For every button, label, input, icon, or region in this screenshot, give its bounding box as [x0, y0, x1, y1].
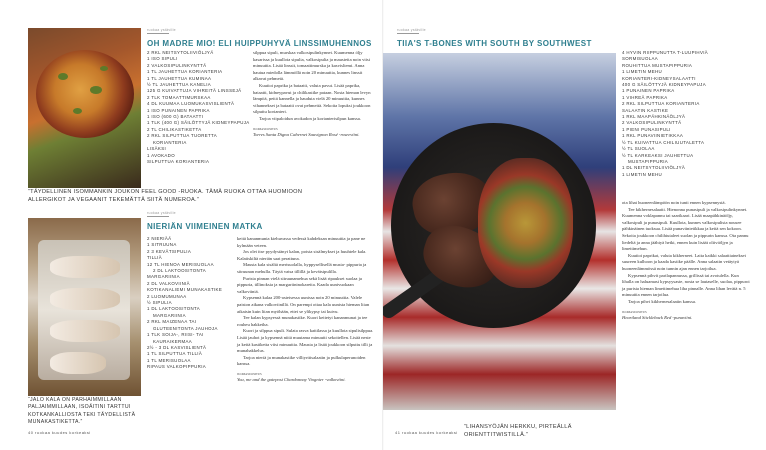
instruction-paragraph: Tee kalan kypsyessä munakastike. Kuori keitetyt kananmunat ja tee rouheu hakkeiha.: [237, 315, 368, 327]
instruction-paragraph: Kuori ja silppua sipuli. Sulata rasva kattilassa ja kuullota sipulisilppua. Lisää jauhot ja kypsennä niitä muutama minuutti sekoitellen. Lisää neste ja keitä kastiketta viisi minuuttia. Mausta ja lisää joukkoon silputtu tilli ja munahakkelus.: [237, 328, 374, 354]
ingredient-line: 1 RKL PUNAVIINIETIKKAA: [622, 133, 684, 139]
ingredient-line: 2 RKL NEITSYTOLIIVIÖLJYÄ: [147, 50, 214, 55]
ingredient-line: 1 TL JAUHETTUA KUMINAA: [147, 75, 212, 81]
instruction-paragraph: Kuutioi paprika ja bataatti, valuta pavut. Lisää paprika, bataatti, kidneypavut ja chilikastike pataan. Nosta hieman levyn lämpöä, peitä kannella ja hauduta vielä 20 minuuttia, kunnes vihannekset ja bataatti ovat pehmeitä. Sekoita lopuksi joukkoon silputtu korianteri.: [253, 82, 371, 115]
ingredient-line: ½ TL KUIVATTUA CHILIUUTALETTA: [622, 139, 705, 145]
ingredient-list: [147, 236, 247, 371]
ingredient-line: 2 TLK TOMAATTIMURSKAA: [147, 94, 211, 100]
ingredient-line: 2 LUOMUMUNAA: [147, 293, 187, 299]
ingredient-line: 1 DL LAKTOOSITONTA: [147, 306, 200, 312]
ingredient-line: 2 VALKOSIPULINKYNTTÄ: [147, 62, 207, 68]
ingredient-line: 400 G SÄILÖTTYJÄ KIDNEYPAPUJA: [622, 82, 707, 88]
ingredient-line: GLUTEENITONTA JAUHOJA: [153, 325, 218, 331]
char-fish-photo: [28, 218, 141, 396]
recipe-instructions: [253, 50, 375, 139]
ingredient-list: [147, 50, 250, 165]
ingredient-line: TILLIÄ: [147, 255, 163, 261]
section-label: ruokaa ystäville: [147, 28, 176, 32]
ingredient-line: 2 VALKOSIPULINKYNTTÄ: [622, 120, 682, 126]
ingredient-line: 1 TL SILPUTTUA TILLIÄ: [147, 351, 203, 357]
section-rule: [397, 33, 419, 34]
instruction-paragraph: Tarjoa viipaloidun avokadon ja korianterisilpun kanssa.: [259, 115, 361, 121]
t-bone-steak-photo: [383, 53, 616, 410]
ingredient-line: MARGARIINIA: [153, 312, 186, 318]
ingredient-line: 1 PUNAINEN PAPRIKA: [622, 88, 675, 94]
ingredient-line: 1 ISO (600 G) BATAATTI: [147, 114, 204, 120]
ingredient-line: 1 RKL MAAPÄHKINÄÖLJYÄ: [622, 114, 686, 120]
ingredient-line: 1 ISO SIPULI: [147, 56, 178, 62]
ingredient-line: 1 AVOKADO: [147, 152, 175, 158]
instruction-paragraph: Kuutioi paprikat, valuta kikherneet. Laita kaikki salaattiainekset suureen kulhoon ja kaada kastike päälle. Anna salaatin vetäytyä huoneenlämmössä noin tunnin ajan ennen tarjoilua.: [622, 252, 746, 271]
ingredient-line: 2½ - 3 DL KASVISLIENTÄ: [147, 344, 207, 350]
instruction-paragraph: ota lihat huoneenlämpöön noin tunti ennen kypsennystä.: [622, 200, 726, 205]
ingredient-line: KAURAIKERMAA: [153, 338, 193, 344]
ingredient-line: 2 3 KEVÄTSIPULIA: [147, 248, 192, 254]
ingredient-line: 4 DL KUUMAA LUOMUKASVISLIENTÄ: [147, 101, 235, 107]
ingredient-line: 1 PIENI PUNASIPULI: [622, 126, 671, 132]
drink-label: juomasuositus: [237, 370, 262, 376]
ingredient-line: 1 TLK SOIJA-, RIISI- TAI: [147, 332, 204, 338]
drink-recommendation: Torres Santa Digna Cabernet Sauvignon Rosé -roseeviini.: [253, 132, 360, 138]
drink-label: juomasuositus: [622, 308, 647, 314]
ingredient-line: 1 LIMETIN MEHU: [622, 69, 663, 75]
instruction-paragraph: Purista pinnan vielä sitruunamehua sekä lisää ripaukset suolaa ja pippuria, tillinoksia ja margariininokareita. Kaada uunivuokaan valkoviiniä.: [237, 275, 362, 294]
ingredient-line: 4 HYVIN RIIPPUNUTTA T-LUUPIHVIÄ: [622, 50, 709, 55]
ingredient-line: 12 TL HIENOA MERISUOLAA: [147, 261, 214, 267]
recipe-title: NIERIÄN VIIMEINEN MATKA: [147, 222, 263, 231]
pull-quote: “TÄYDELLINEN ISOMMANKIN JOUKON FEEL GOOD -RUOKA. TÄMÄ RUOKA OTTAA HUOMIOON ALLERGIKOT JA VEGAANIT TEKEMÄTTÄ SIITÄ NUMEROA.”: [28, 189, 303, 203]
section-label: ruokaa ystäville: [147, 211, 176, 215]
ingredient-line: SILPUTTUA KORIANTERIA: [147, 158, 210, 164]
instruction-paragraph: Jos olet itse pyydystänyt kalan, poista sisälmykset ja huuhtele kala. Kalatiskiltä nieriän saat perattuna.: [237, 249, 367, 261]
ingredient-line: 1 TL JAUHETTUA KORIANTERIA: [147, 69, 223, 75]
ingredient-line: 1 SITRUUNA: [147, 242, 177, 248]
recipe-instructions: [622, 200, 750, 322]
lentil-stew-photo: [28, 28, 141, 188]
recipe-title: TIIA'S T-BONES WITH SOUTH BY SOUTHWEST: [397, 39, 592, 48]
page-folio: 40 ruokaa kuudes korkeaksi: [28, 430, 91, 435]
instruction-paragraph: Tarjoa pihvi kikhernesalaatin kanssa.: [628, 298, 697, 304]
recipe-instructions: [237, 236, 375, 384]
instruction-paragraph: Kypsennä pihvit parilapannussa, grillissä tai avotulella. Kun lihalla on haluamasi kypsyysaste, nosta se lautaselle, suolaa, pippuroi ja purista hieman limettimehua liha pinnalle. Anna lihan levätä n. 5 minuuttia ennen tarjoilua.: [622, 272, 750, 298]
ingredient-line: 1 TLK (400 G) SÄILÖTTYJÄ KIDNEYPAPUJA: [147, 120, 250, 126]
ingredient-line: 1 TL MERISUOLAA: [147, 357, 191, 363]
ingredient-line: 125 G KUIVATTUJA VIHREITÄ LINSSEJÄ: [147, 88, 242, 94]
ingredient-line: 2 RKL SILPUTTUA TUORETTA: [147, 133, 218, 139]
instruction-paragraph: Mausta kala sisältä merisuolalla, hyppysellisellä musta- pippuria ja sitruunan mehulla. Täytä vatsa tillillä ja kevätsipulilla.: [237, 262, 367, 274]
instruction-paragraph: Kypsennä kalaa 200-asteisessa uunissa noin 20 minuuttia. Valele paiston aikana valkoviinillä. On parempi ottaa kala uunista hieman liian aikaisin kuin liian myöhään, ettei se ylikypsy tai kuivu.: [237, 295, 370, 314]
ingredient-line: 1 LIMETIN MEHU: [622, 171, 663, 177]
pull-quote: “JALO KALA ON PARHAIMMILLAAN PALJAIMMILLAAN, ISOÄITINI TARTTUI KOTKANKALLIOSTA TEKI TÄYDELLISTÄ MUNAKASTIKETTA.”: [28, 397, 136, 426]
ingredient-line: 1 DL NEITSYTOLIIVIÖLJYÄ: [622, 165, 686, 171]
ingredient-line: ROUHITTUA MUSTAPIPPURIA: [622, 62, 693, 68]
drink-recommendation: You, me and the gatepost Chardonnay Viognier -valkoviini.: [237, 377, 346, 383]
ingredient-line: ½ SIPULIA: [147, 300, 172, 306]
section-rule: [147, 33, 169, 34]
page-folio: 41 ruokaa kuudes korkeaksi: [395, 430, 458, 435]
ingredient-line: 2 DL VALKOVIINIÄ: [147, 280, 190, 286]
instruction-paragraph: keitä kananmunia kiehuvassa vedessä kahdeksan minuuttia ja pane ne kylmään veteen.: [237, 236, 366, 248]
ingredient-line: ½ TL KARKEAKSI JAUHETTUA: [622, 152, 694, 158]
ingredient-line: 1 ISO PUNAINEN PAPRIKA: [147, 107, 210, 113]
ingredient-line: ½ TL SUOLAA: [622, 146, 655, 152]
ingredient-line: SALAATIN KASTIKE: [622, 107, 669, 113]
ingredient-line: RIPAUS VALKOPIPPURIA: [147, 364, 207, 370]
ingredient-line: ½ TL JAUHETTUA KANELIA: [147, 82, 212, 88]
ingredient-line: SORMISUOLAA: [622, 56, 659, 62]
ingredient-line: KORIANTERI-KIDNEYSALAATTI: [622, 75, 696, 81]
instruction-paragraph: silppua sipuli, murskaa valkosipulinkynnet. Kuumenna öljy kasarissa ja kuullota sipulia, valkosipulia ja mausteita noin viisi minuuttia. Lisää linssit, tomaattimurska ja kasvisliemi. Anna hautua miedolla lämmöllä noin 20 minuuttia, kunnes linssit alkavat pehmetä.: [253, 50, 370, 82]
drink-label: juomasuositus: [253, 125, 278, 131]
ingredient-line: 2 TL CHILIKASTIKETTA: [147, 126, 202, 132]
drink-recommendation: Heartland Stickleback Red -punaviini.: [622, 315, 693, 321]
ingredient-line: MARGARIINIA: [147, 274, 180, 280]
ingredient-line: KOTIKANALIEMI MUNAKASTIKE: [147, 287, 223, 293]
ingredient-line: KORIANTERIA: [153, 139, 187, 145]
ingredient-list: [622, 50, 752, 178]
ingredient-line: 2 NIERIÄÄ: [147, 236, 172, 241]
section-rule: [147, 216, 169, 217]
ingredient-line: 2 RKL MAIZENAA TAI: [147, 319, 197, 325]
ingredient-line: 2 DL LAKTOOSITONTA: [153, 268, 206, 274]
ingredient-line: LISÄKSI: [147, 146, 167, 152]
instruction-paragraph: Tee kikhernesalaatti. Hienonna punasipuli ja valkosipulinkynnet. Kuumenna voklapannu tai saarikaari. Lisää maapähkinäöljy, valkosipuli ja punasipuli. Kuullota, kunnes valkosipulista nousee pähkinäinen tuoksua. Lisää punaviinietikkaa ja keitä sen kokoon. Sekoita joukkoon chilihiutaleet suolan ja pippurin kanssa. Ota pannu liedeltä ja anna jäähtyä hetki, ennen kuin lisäät oliiviöljyn ja limettimehun.: [622, 206, 749, 252]
ingredient-line: 1 VIHREÄ PAPRIKA: [622, 94, 668, 100]
instruction-paragraph: Tarjoa nieriä ja munakastike villiyrttisalaatin ja pulkulaperunoiden kanssa.: [237, 354, 366, 367]
pull-quote: “LIHANSYÖJÄN HERKKU, PIRTEÄLLÄ ORIENTTITWISTILLÄ.”: [464, 424, 572, 438]
section-label: ruokaa ystäville: [397, 28, 426, 32]
recipe-title: OH MADRE MIO! ELI HUIPPUHYVÄ LINSSIMUHENNOS: [147, 39, 372, 48]
ingredient-line: MUSTAPIPPURIA: [628, 158, 669, 164]
ingredient-line: 2 RKL SILPUTTUA KORIANTERIA: [622, 101, 700, 107]
